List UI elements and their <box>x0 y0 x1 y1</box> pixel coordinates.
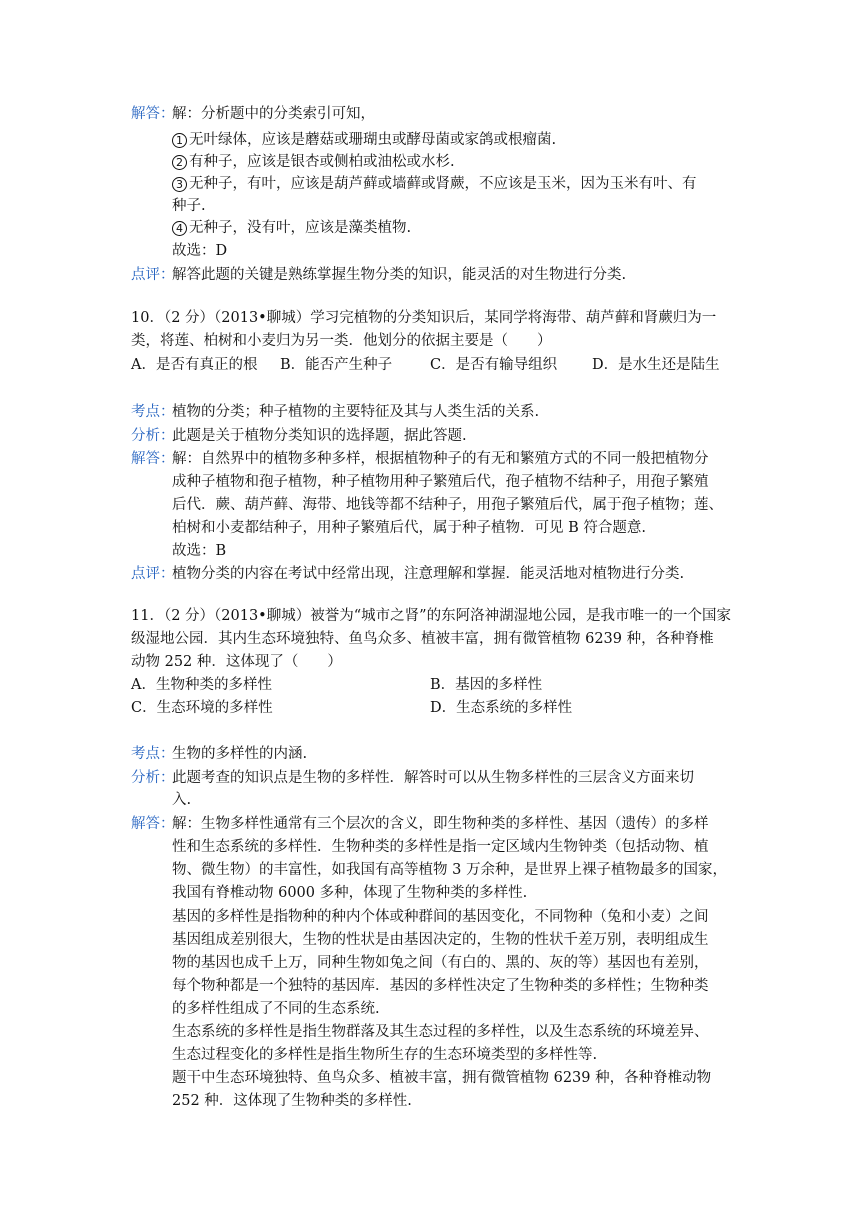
q11-answer-text: 我国有脊椎动物 6000 多种，体现了生物种类的多样性. <box>172 885 528 901</box>
q11-answer-text: 基因组成差别很大，生物的性状是由基因决定的，生物的性状千差万别，表明组成生 <box>172 932 709 948</box>
q9-item-text: 无种子，有叶，应该是葫芦藓或墙藓或肾蕨，不应该是玉米，因为玉米有叶、有 <box>189 176 697 192</box>
q9-item-text: 种子. <box>172 198 206 214</box>
q10-answer-text: 后代．蕨、葫芦藓、海带、地钱等都不结种子，用孢子繁殖后代，属于孢子植物；莲、 <box>172 497 723 513</box>
q10-answer-text: 成种子植物和孢子植物，种子植物用种子繁殖后代，孢子植物不结种子，用孢子繁殖 <box>172 474 709 490</box>
q10-answer-text: 解：自然界中的植物多种多样，根据植物种子的有无和繁殖方式的不同一般把植物分 <box>172 451 709 467</box>
q10-choice: 故选：B <box>172 543 227 559</box>
q10-answer-label: 解答： <box>131 451 175 467</box>
q9-item-text: 有种子，应该是银杏或侧柏或油松或水杉. <box>189 154 455 170</box>
q10-stem-text: 类，将莲、柏树和小麦归为另一类．他划分的依据主要是（ ） <box>131 333 552 349</box>
q10-analysis-label: 分析： <box>131 428 175 444</box>
q10-option-d: D．是水生还是陆生 <box>592 357 720 373</box>
q10-comment: 植物分类的内容在考试中经常出现，注意理解和掌握．能灵活地对植物进行分类. <box>172 566 685 582</box>
q10-option-b: B．能否产生种子 <box>280 357 393 373</box>
q11-analysis-text: 入. <box>172 792 192 808</box>
circled-number: 4 <box>172 221 187 236</box>
q9-answer-intro: 解：分析题中的分类索引可知， <box>172 106 375 122</box>
q9-choice: 故选：D <box>172 243 228 259</box>
q11-point: 生物的多样性的内涵. <box>172 746 308 762</box>
q11-answer-text: 解：生物多样性通常有三个层次的含义，即生物种类的多样性、基因（遗传）的多样 <box>172 816 709 832</box>
q10-option-c: C．是否有输导组织 <box>430 357 558 373</box>
q10-comment-label: 点评： <box>131 566 175 582</box>
q9-answer-label: 解答： <box>131 106 175 122</box>
q11-answer-text: 基因的多样性是指物种的种内个体或种群间的基因变化，不同物种（兔和小麦）之间 <box>172 909 709 925</box>
circled-number: 1 <box>172 133 187 148</box>
q11-stem-text: 11．（2 分）（2013•聊城）被誉为“城市之肾”的东阿洛神湖湿地公园，是我市唯一的一个国家 <box>131 608 732 624</box>
q11-answer-text: 每个物种都是一个独特的基因库．基因的多样性决定了生物种类的多样性；生物种类 <box>172 978 709 994</box>
circled-number: 3 <box>172 177 187 192</box>
q11-answer-label: 解答： <box>131 816 175 832</box>
q11-answer-text: 性和生态系统的多样性．生物种类的多样性是指一定区域内生物钟类（包括动物、植 <box>172 839 709 855</box>
q11-stem-text: 动物 252 种．这体现了（ ） <box>131 654 342 670</box>
q11-answer-text: 题干中生态环境独特、鱼鸟众多、植被丰富，拥有微管植物 6239 种，各种脊椎动物 <box>172 1070 712 1086</box>
q11-answer-text: 的多样性组成了不同的生态系统. <box>172 1001 380 1017</box>
q11-option-a: A．生物种类的多样性 <box>131 677 272 693</box>
q9-comment: 解答此题的关键是熟练掌握生物分类的知识，能灵活的对生物进行分类. <box>172 267 627 283</box>
q10-option-a: A．是否有真正的根 <box>131 357 258 373</box>
q10-stem-text: 10．（2 分）（2013•聊城）学习完植物的分类知识后，某同学将海带、葫芦藓和肾蕨归为一 <box>131 310 717 326</box>
q11-analysis-text: 此题考查的知识点是生物的多样性．解答时可以从生物多样性的三层含义方面来切 <box>172 770 694 786</box>
circled-number: 2 <box>172 155 187 170</box>
q10-answer-text: 柏树和小麦都结种子，用种子繁殖后代，属于种子植物．可见 B 符合题意. <box>172 520 646 536</box>
q11-analysis-label: 分析： <box>131 770 175 786</box>
q9-item-text: 无种子，没有叶，应该是藻类植物. <box>189 220 412 236</box>
q11-option-c: C．生态环境的多样性 <box>131 700 273 716</box>
q11-option-b: B．基因的多样性 <box>430 677 543 693</box>
q11-answer-text: 物、微生物）的丰富性，如我国有高等植物 3 万余种，是世界上裸子植物最多的国家， <box>172 862 727 878</box>
q11-answer-text: 生态过程变化的多样性是指生物所生存的生态环境类型的多样性等. <box>172 1047 598 1063</box>
q10-analysis: 此题是关于植物分类知识的选择题，据此答题. <box>172 428 467 444</box>
q10-point-label: 考点： <box>131 404 175 420</box>
q11-stem-text: 级湿地公园．其内生态环境独特、鱼鸟众多、植被丰富，拥有微管植物 6239 种，各种脊椎 <box>131 631 714 647</box>
q9-item-text: 无叶绿体，应该是蘑菇或珊瑚虫或酵母菌或家鸽或根瘤菌. <box>189 132 557 148</box>
q11-option-d: D．生态系统的多样性 <box>430 700 573 716</box>
q11-answer-text: 物的基因也成千上万，同种生物如兔之间（有白的、黑的、灰的等）基因也有差别， <box>172 955 709 971</box>
q10-point: 植物的分类；种子植物的主要特征及其与人类生活的关系. <box>172 404 540 420</box>
q11-point-label: 考点： <box>131 746 175 762</box>
q11-answer-text: 生态系统的多样性是指生物群落及其生态过程的多样性，以及生态系统的环境差异、 <box>172 1024 709 1040</box>
q9-comment-label: 点评： <box>131 267 175 283</box>
q11-answer-text: 252 种．这体现了生物种类的多样性. <box>172 1093 412 1109</box>
